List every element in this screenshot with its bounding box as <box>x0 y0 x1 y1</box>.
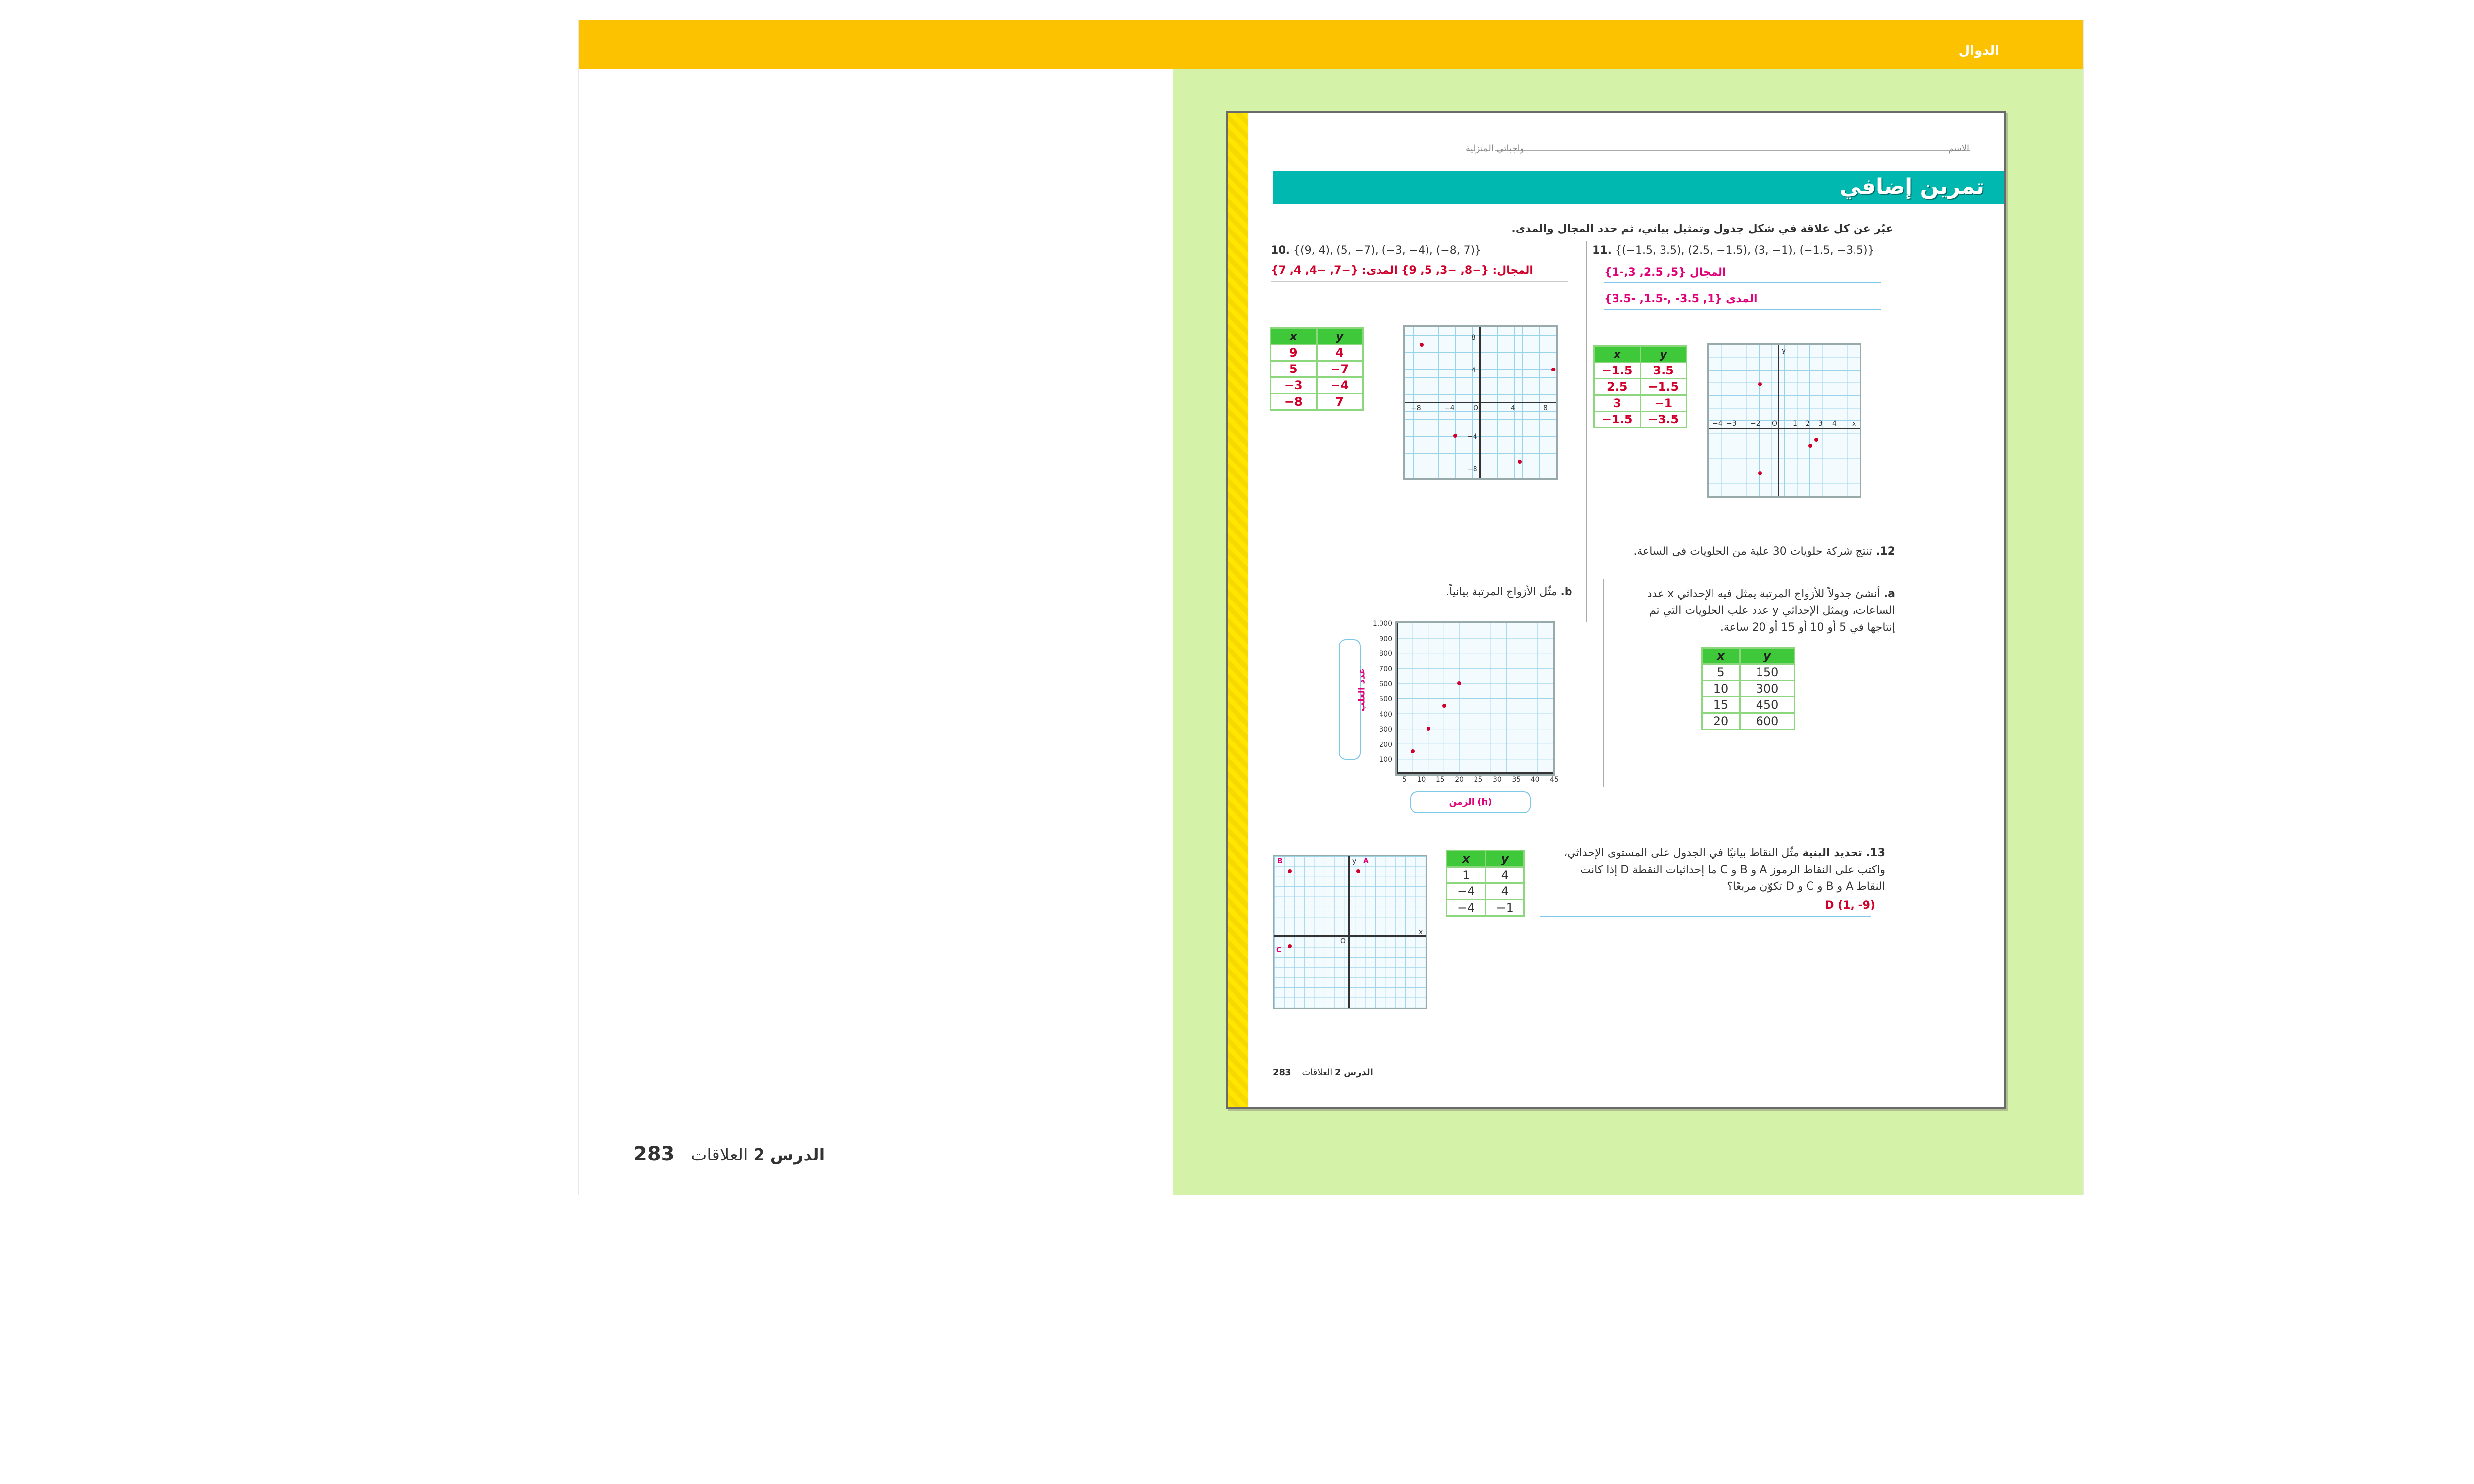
tick-label: 45 <box>1550 776 1559 784</box>
q10-range-label: المدى: <box>1362 264 1398 277</box>
q13-answer: D (1, -9) <box>1825 899 1875 912</box>
title-banner <box>1273 171 2004 204</box>
worksheet-title: تمرين إضافي <box>1839 174 1984 199</box>
table-cell: −7 <box>1317 361 1363 377</box>
table-cell: 450 <box>1740 697 1794 713</box>
ws-page-number: 283 <box>1273 1067 1291 1078</box>
q11-table <box>1593 345 1687 428</box>
table-header: x <box>1702 648 1740 664</box>
q10-label: 10. <box>1271 244 1290 257</box>
ws-lesson-label: الدرس <box>1344 1067 1373 1078</box>
q11-domain-line <box>1604 282 1881 283</box>
q10-answer-line <box>1271 281 1568 282</box>
table-cell: 2.5 <box>1594 379 1641 395</box>
lesson-label: الدرس <box>770 1145 825 1165</box>
point-neg8-7 <box>1420 343 1424 347</box>
point-5-150 <box>1411 749 1415 753</box>
q12-a-label: a. <box>1883 588 1895 600</box>
tick-label: 30 <box>1492 776 1502 784</box>
tick-label: 4 <box>1471 367 1475 374</box>
table-cell: −3 <box>1271 377 1317 394</box>
y-axis-label: y <box>1352 857 1357 865</box>
table-row <box>1447 900 1524 916</box>
tick-label: 8 <box>1543 404 1548 412</box>
instruction: عبّر عن كل علاقة في شكل جدول وتمثيل بياني، ثم حدد المجال والمدى. <box>1511 223 1893 235</box>
table-row <box>1702 681 1795 697</box>
tick-label: 500 <box>1379 695 1392 703</box>
tick-label: 200 <box>1379 741 1392 749</box>
page-footer <box>633 1143 825 1165</box>
tick-label: 100 <box>1379 756 1392 764</box>
point-neg1.5-neg3.5 <box>1758 471 1762 475</box>
q13-text <box>1559 845 1885 895</box>
ws-lesson-number: 2 <box>1335 1067 1341 1078</box>
q13-graph <box>1273 855 1427 1009</box>
binding-stripe <box>1228 113 1248 1107</box>
table-cell: 7 <box>1317 394 1363 410</box>
column-divider <box>1586 241 1587 622</box>
table-header: x <box>1447 851 1486 867</box>
table-row <box>1271 361 1363 377</box>
q13-heading: تحديد البنية <box>1802 847 1863 859</box>
table-cell: 15 <box>1702 697 1740 713</box>
q12-a-text: أنشئ جدولاً للأزواج المرتبة يمثل فيه الإحداثي x عدد الساعات، ويمثل الإحداثي y عدد علب الحلويات التي تم إنتاجها في 5 أو 10 أو 15 أو 20 ساعة. <box>1647 588 1895 634</box>
q12-b-label: b. <box>1560 586 1572 598</box>
q12-x-axis-label: الزمن (h) <box>1410 791 1531 813</box>
q10-domain: {−8, −3, 5, 9} <box>1401 264 1489 277</box>
table-row <box>1594 412 1687 428</box>
q12-part-b <box>1446 586 1572 598</box>
table-cell: 4 <box>1485 883 1524 900</box>
table-cell: −4 <box>1317 377 1363 394</box>
table-cell: −1 <box>1640 395 1687 412</box>
worksheet-page <box>1226 111 2006 1109</box>
table-cell: 4 <box>1317 345 1363 361</box>
q11-set: {(−1.5, 3.5), (2.5, −1.5), (3, −1), (−1.5, −3.5)} <box>1615 244 1875 257</box>
name-line <box>1495 150 1970 151</box>
tick-label: 3 <box>1818 420 1823 428</box>
q12-x-ticks <box>1402 776 1559 784</box>
table-cell: −3.5 <box>1640 412 1687 428</box>
tick-label: 5 <box>1402 776 1407 784</box>
table-cell: 9 <box>1271 345 1317 361</box>
q12-table <box>1701 647 1795 730</box>
q11-label: 11. <box>1592 244 1612 257</box>
q11-range-label: المدى <box>1726 293 1758 305</box>
table-cell: −4 <box>1447 900 1486 916</box>
book-spread <box>578 20 2084 1195</box>
x-axis <box>1274 935 1426 937</box>
point-3-neg1 <box>1814 438 1818 442</box>
table-row <box>1594 379 1687 395</box>
y-axis <box>1397 623 1398 774</box>
q10-answer <box>1271 264 1533 277</box>
table-header: y <box>1317 328 1363 345</box>
tick-label: −4 <box>1467 433 1477 441</box>
table-cell: 600 <box>1740 713 1794 730</box>
q13-answer-line <box>1540 916 1871 917</box>
table-cell: 3.5 <box>1640 363 1687 379</box>
tick-label: −8 <box>1411 404 1421 412</box>
q10-set: {(9, 4), (5, −7), (−3, −4), (−8, 7)} <box>1293 244 1482 257</box>
table-cell: 5 <box>1702 664 1740 681</box>
tick-label: −2 <box>1750 420 1760 428</box>
tick-label: 1,000 <box>1372 620 1392 628</box>
table-cell: 20 <box>1702 713 1740 730</box>
tick-label: −4 <box>1713 420 1723 428</box>
q10-table <box>1270 327 1364 411</box>
q13-table <box>1446 850 1525 917</box>
tick-label: 15 <box>1435 776 1445 784</box>
table-cell: 5 <box>1271 361 1317 377</box>
table-cell: −1.5 <box>1640 379 1687 395</box>
worksheet-footer <box>1273 1067 1373 1078</box>
origin-label: O <box>1340 937 1346 945</box>
tick-label: 600 <box>1379 680 1392 689</box>
q12-y-ticks <box>1365 616 1392 768</box>
tick-label: −8 <box>1467 465 1477 473</box>
tick-label: 2 <box>1806 420 1810 428</box>
table-header: x <box>1271 328 1317 345</box>
tick-label: 40 <box>1530 776 1540 784</box>
q11-relation <box>1592 244 1875 257</box>
table-row <box>1447 867 1524 883</box>
y-axis <box>1348 856 1350 1008</box>
table-row <box>1702 697 1795 713</box>
point-B <box>1288 869 1292 873</box>
table-cell: 300 <box>1740 681 1794 697</box>
x-axis-label: x <box>1419 928 1423 936</box>
table-cell: 10 <box>1702 681 1740 697</box>
chapter-title: الدوال <box>1958 44 1999 58</box>
q11-range-answer <box>1604 293 1758 305</box>
tick-label: 300 <box>1379 726 1392 734</box>
table-row <box>1447 883 1524 900</box>
tick-label: 1 <box>1793 420 1797 428</box>
tick-label: O <box>1473 404 1479 412</box>
q11-graph <box>1707 343 1861 498</box>
tick-label: y <box>1782 347 1786 355</box>
q11-domain: {5, 2.5, 3,-1} <box>1604 266 1686 278</box>
ws-lesson-title: العلاقات <box>1302 1067 1332 1078</box>
point-10-300 <box>1427 727 1430 731</box>
lesson-title: العلاقات <box>691 1145 748 1165</box>
q10-relation <box>1271 244 1481 257</box>
tick-label: 400 <box>1379 710 1392 719</box>
table-row <box>1702 664 1795 681</box>
table-cell: −8 <box>1271 394 1317 410</box>
q10-range: {−7, −4, 4, 7} <box>1271 264 1359 277</box>
tick-label: x <box>1852 420 1856 428</box>
tick-label: 700 <box>1379 665 1392 673</box>
q11-range-line <box>1604 309 1881 310</box>
tick-label: 8 <box>1471 334 1475 342</box>
table-header: y <box>1740 648 1794 664</box>
q12-divider <box>1603 579 1604 787</box>
q11-domain-answer <box>1604 266 1726 278</box>
page-number: 283 <box>633 1143 675 1165</box>
q10-domain-label: المجال: <box>1492 264 1533 277</box>
point-20-600 <box>1457 681 1461 685</box>
point-5-neg7 <box>1518 460 1522 464</box>
point-C <box>1288 944 1292 948</box>
table-header: x <box>1594 346 1641 363</box>
table-row <box>1594 395 1687 412</box>
q12-text: تنتج شركة حلويات 30 علبة من الحلويات في الساعة. <box>1633 545 1873 557</box>
class-label: واجباتي المنزلية <box>1466 143 1524 154</box>
table-row <box>1271 345 1363 361</box>
point-label-A: A <box>1363 857 1369 865</box>
table-row <box>1702 713 1795 730</box>
tick-label: 4 <box>1511 404 1515 412</box>
table-row <box>1271 377 1363 394</box>
table-cell: 1 <box>1447 867 1486 883</box>
table-cell: −4 <box>1447 883 1486 900</box>
q12-y-axis-label: عدد العلب <box>1356 668 1367 712</box>
point-9-4 <box>1551 368 1555 371</box>
y-axis <box>1778 345 1779 496</box>
tick-label: 25 <box>1474 776 1483 784</box>
table-cell: 3 <box>1594 395 1641 412</box>
q11-range: {1, 3.5- ,-1.5, -3.5} <box>1604 293 1723 305</box>
chapter-header-bar <box>579 20 2083 69</box>
point-neg1.5-3.5 <box>1758 382 1762 386</box>
table-cell: −1.5 <box>1594 412 1641 428</box>
table-row <box>1594 363 1687 379</box>
point-label-B: B <box>1277 857 1283 865</box>
q13-label: 13. <box>1866 847 1885 859</box>
tick-label: −3 <box>1726 420 1737 428</box>
lesson-number: 2 <box>753 1145 765 1165</box>
q12-part-a <box>1618 586 1895 636</box>
y-axis <box>1479 327 1481 478</box>
x-axis <box>1397 772 1553 774</box>
tick-label: 10 <box>1417 776 1426 784</box>
q13-body: مثّل النقاط بيانيًا في الجدول على المستوى الإحداثي، واكتب على النقاط الرموز A و B و C ما إحداثيات النقطة D إذا كانت النقاط A و B و C و D تكوّن مربعًا؟ <box>1564 847 1885 893</box>
point-label-C: C <box>1276 946 1282 954</box>
point-neg3-neg4 <box>1453 434 1457 438</box>
table-cell: −1 <box>1485 900 1524 916</box>
q12-graph <box>1395 621 1555 776</box>
q10-graph <box>1403 325 1558 480</box>
table-cell: −1.5 <box>1594 363 1641 379</box>
q12-b-text: مثّل الأزواج المرتبة بيانياً. <box>1446 586 1557 598</box>
q11-domain-label: المجال <box>1689 266 1726 278</box>
tick-label: 900 <box>1379 635 1392 643</box>
table-header: y <box>1640 346 1687 363</box>
x-axis <box>1709 428 1860 429</box>
tick-label: −4 <box>1444 404 1455 412</box>
point-15-450 <box>1442 704 1446 708</box>
table-header: y <box>1485 851 1524 867</box>
tick-label: O <box>1772 420 1778 428</box>
table-row <box>1271 394 1363 410</box>
table-cell: 4 <box>1485 867 1524 883</box>
point-A <box>1356 869 1360 873</box>
q12-label: 12. <box>1876 545 1895 557</box>
tick-label: 4 <box>1832 420 1837 428</box>
point-2.5-neg1.5 <box>1808 444 1812 448</box>
q12-y-axis-label-box <box>1339 639 1367 760</box>
tick-label: 35 <box>1512 776 1521 784</box>
tick-label: 800 <box>1379 650 1392 658</box>
tick-label: 20 <box>1455 776 1464 784</box>
name-label: الاسم <box>1948 143 1969 154</box>
q12-stem <box>1633 545 1895 557</box>
table-cell: 150 <box>1740 664 1794 681</box>
